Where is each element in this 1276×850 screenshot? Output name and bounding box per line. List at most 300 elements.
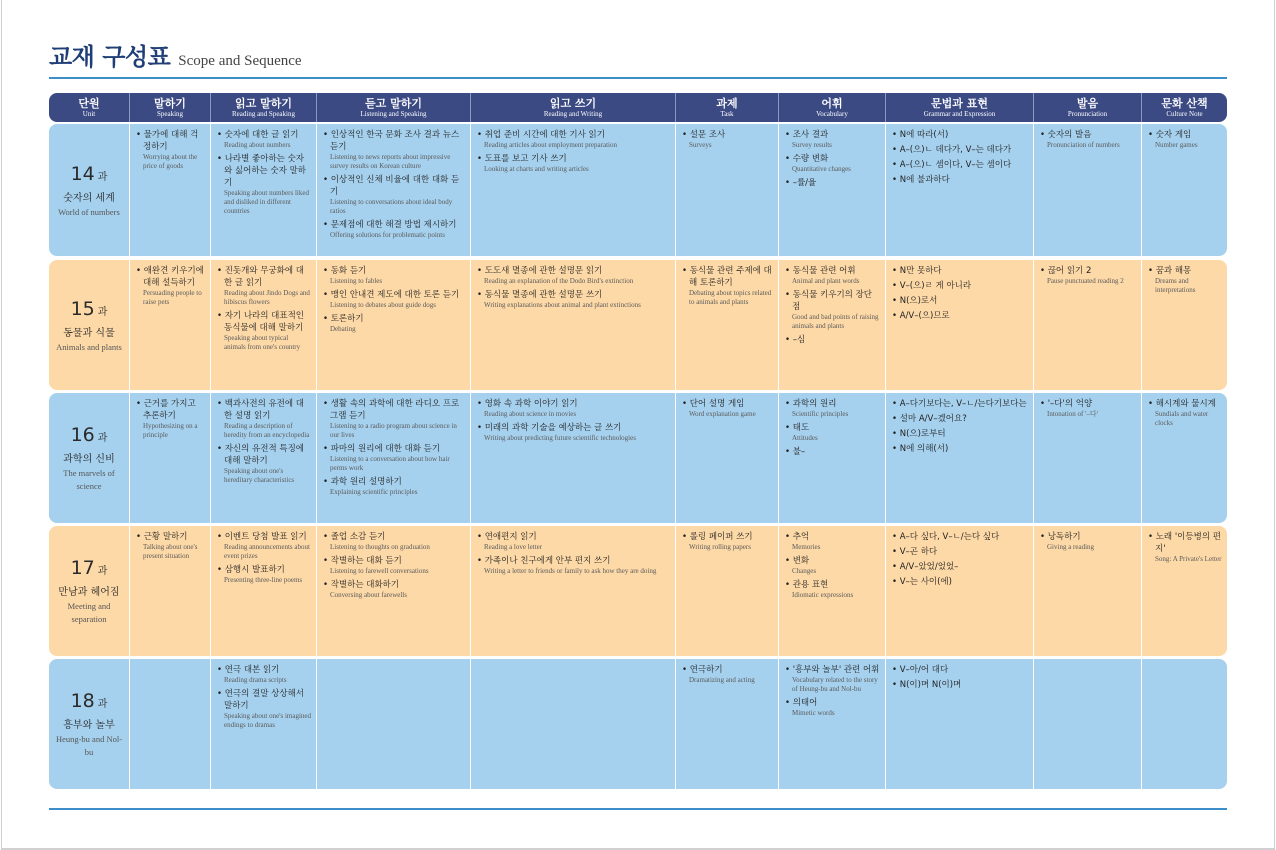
item-english: Hypothesizing on a principle	[143, 422, 198, 439]
list-item	[892, 174, 1028, 186]
cell-reading-speaking	[211, 393, 317, 523]
item-english: Good and bad points of raising animals and plants	[792, 313, 879, 330]
list-item	[477, 531, 670, 552]
item-korean: • A–(으)ㄴ 데다가, V–는 데다가	[892, 144, 1028, 156]
cell-vocabulary	[779, 659, 886, 789]
list-item	[217, 564, 311, 585]
list-item	[892, 159, 1028, 171]
list-item	[323, 219, 465, 240]
item-english: Listening to debates about guide dogs	[330, 301, 436, 309]
unit-row-18	[49, 659, 1227, 789]
item-english: Writing explanations about animal and plant extinctions	[484, 301, 641, 309]
item-korean: • 숫자 게임	[1148, 129, 1222, 141]
list-item	[682, 265, 773, 307]
item-english: Offering solutions for problematic points	[330, 231, 445, 239]
top-divider	[49, 77, 1227, 79]
unit-cell	[49, 526, 130, 656]
item-english: Reading articles about employment preparation	[484, 141, 617, 149]
item-english: Reading about science in movies	[484, 410, 577, 418]
list-item	[1040, 531, 1136, 552]
list-item	[323, 579, 465, 600]
item-english: Listening to news reports about impressive survey results on Korean culture	[330, 153, 451, 170]
list-item	[892, 265, 1028, 277]
item-english: Quantitative changes	[792, 165, 851, 173]
item-korean: • 파마의 원리에 대한 대화 듣기	[323, 443, 465, 455]
item-korean: • 졸업 소감 듣기	[323, 531, 465, 543]
list-item	[785, 422, 880, 443]
item-korean: • 수량 변화	[785, 153, 880, 165]
item-korean: • 생활 속의 과학에 대한 라디오 프로그램 듣기	[323, 398, 465, 422]
list-item	[892, 144, 1028, 156]
item-english: Speaking about one's imagined endings to dramas	[224, 712, 311, 729]
item-korean: • 설문 조사	[682, 129, 773, 141]
list-item	[892, 398, 1028, 410]
cell-task	[676, 260, 779, 390]
list-item	[682, 664, 773, 685]
list-item	[477, 422, 670, 443]
list-item	[785, 265, 880, 286]
item-english: Vocabulary related to the story of Heung-bu and Nol-bu	[792, 676, 878, 693]
list-item	[785, 555, 880, 576]
list-item	[323, 555, 465, 576]
header-task: 과제 Task	[676, 93, 779, 122]
item-english: Presenting three-line poems	[224, 576, 303, 584]
item-korean: • 관용 표현	[785, 579, 880, 591]
item-korean: • 조사 결과	[785, 129, 880, 141]
item-english: Persuading people to raise pets	[143, 289, 202, 306]
item-korean: • 연극 대본 읽기	[217, 664, 311, 676]
cell-reading-writing	[471, 260, 676, 390]
list-item	[136, 531, 205, 561]
cell-task	[676, 124, 779, 256]
list-item	[785, 446, 880, 458]
item-english: Debating about topics related to animals and plants	[689, 289, 772, 306]
item-korean: • 동화 듣기	[323, 265, 465, 277]
item-english: Sundials and water clocks	[1155, 410, 1209, 427]
item-korean: • 맹인 안내견 제도에 대한 토론 듣기	[323, 289, 465, 301]
list-item	[682, 531, 773, 552]
item-english: Writing a letter to friends or family to ask how they are doing	[484, 567, 657, 575]
unit-cell	[49, 393, 130, 523]
list-item	[323, 174, 465, 216]
item-english: Intonation of '–다'	[1047, 410, 1098, 418]
list-item	[892, 310, 1028, 322]
cell-grammar	[886, 393, 1034, 523]
cell-reading-writing	[471, 659, 676, 789]
item-english: Animal and plant words	[792, 277, 860, 285]
item-english: Reading announcements about event prizes	[224, 543, 310, 560]
cell-pronunciation	[1034, 526, 1142, 656]
list-item	[217, 398, 311, 440]
cell-speaking	[130, 124, 211, 256]
item-korean: • '흥부와 놀부' 관련 어휘	[785, 664, 880, 676]
cell-task	[676, 659, 779, 789]
list-item	[323, 398, 465, 440]
unit-title-korean: 숫자의 세계	[63, 192, 115, 204]
list-item	[892, 129, 1028, 141]
list-item	[682, 398, 773, 419]
item-english: Explaining scientific principles	[330, 488, 418, 496]
item-english: Listening to a conversation about how hair perms work	[330, 455, 450, 472]
list-item	[323, 129, 465, 171]
list-item	[785, 153, 880, 174]
item-english: Listening to thoughts on graduation	[330, 543, 430, 551]
item-korean: • N(으)로부터	[892, 428, 1028, 440]
item-korean: • 연극하기	[682, 664, 773, 676]
unit-title-korean: 과학의 신비	[63, 454, 115, 465]
list-item	[785, 664, 880, 694]
cell-reading-writing	[471, 393, 676, 523]
cell-grammar	[886, 124, 1034, 256]
item-korean: • 동식물 멸종에 관한 설명문 쓰기	[477, 289, 670, 301]
bottom-divider	[49, 808, 1227, 810]
list-item	[477, 153, 670, 174]
unit-title-korean: 흥부와 놀부	[63, 720, 115, 731]
cell-listening-speaking	[317, 260, 471, 390]
cell-reading-speaking	[211, 659, 317, 789]
unit-title-korean: 만남과 헤어짐	[58, 587, 120, 598]
cell-reading-speaking	[211, 124, 317, 256]
list-item	[892, 546, 1028, 558]
cell-grammar	[886, 260, 1034, 390]
item-korean: • 영화 속 과학 이야기 읽기	[477, 398, 670, 410]
list-item	[477, 289, 670, 310]
item-english: Listening to farewell conversations	[330, 567, 429, 575]
list-item	[1148, 265, 1222, 295]
item-english: Conversing about farewells	[330, 591, 407, 599]
item-korean: • 단어 설명 게임	[682, 398, 773, 410]
item-english: Reading an explanation of the Dodo Bird's extinction	[484, 277, 634, 285]
item-korean: • 이벤트 당첨 발표 읽기	[217, 531, 311, 543]
list-item	[217, 688, 311, 730]
list-item	[892, 443, 1028, 455]
list-item	[136, 129, 205, 171]
list-item	[1148, 398, 1222, 428]
cell-listening-speaking	[317, 124, 471, 256]
item-korean: • V–곤 하다	[892, 546, 1028, 558]
item-english: Giving a reading	[1047, 543, 1095, 551]
item-korean: • 연애편지 읽기	[477, 531, 670, 543]
item-korean: • A/V–(으)므로	[892, 310, 1028, 322]
unit-number: 15 과	[70, 297, 108, 320]
title-korean: 교재 구성표	[49, 43, 171, 71]
list-item	[785, 177, 880, 189]
cell-listening-speaking	[317, 526, 471, 656]
item-korean: • 숫자의 발음	[1040, 129, 1136, 141]
item-korean: • 추억	[785, 531, 880, 543]
page-title	[49, 37, 302, 72]
list-item	[892, 280, 1028, 292]
item-english: Listening to fables	[330, 277, 383, 285]
list-item	[136, 398, 205, 440]
item-korean: • V–(으)ㄹ 게 아니라	[892, 280, 1028, 292]
title-english: Scope and Sequence	[178, 53, 302, 69]
item-english: Number games	[1155, 141, 1198, 149]
list-item	[892, 295, 1028, 307]
item-korean: • 근거를 가지고 추론하기	[136, 398, 205, 422]
cell-reading-writing	[471, 526, 676, 656]
item-english: Word explanation game	[689, 410, 756, 418]
item-korean: • A–다 싶다, V–ㄴ/는다 싶다	[892, 531, 1028, 543]
item-korean: • A–다기보다는, V–ㄴ/는다기보다는	[892, 398, 1028, 410]
unit-title-english: Animals and plants	[56, 341, 122, 352]
item-korean: • A–(으)ㄴ 셈이다, V–는 셈이다	[892, 159, 1028, 171]
cell-task	[676, 393, 779, 523]
list-item	[1148, 531, 1222, 564]
item-korean: • 백과사전의 유전에 대한 설명 읽기	[217, 398, 311, 422]
unit-row-16	[49, 393, 1227, 523]
item-korean: • 도도새 멸종에 관한 설명문 읽기	[477, 265, 670, 277]
item-korean: • 취업 준비 시간에 대한 기사 읽기	[477, 129, 670, 141]
cell-speaking	[130, 260, 211, 390]
item-english: Worrying about the price of goods	[143, 153, 198, 170]
list-item	[892, 679, 1028, 691]
cell-listening-speaking	[317, 393, 471, 523]
item-korean: • N에 따라(서)	[892, 129, 1028, 141]
item-korean: • 롤링 페이퍼 쓰기	[682, 531, 773, 543]
item-korean: • 숫자에 대한 글 읽기	[217, 129, 311, 141]
item-english: Memories	[792, 543, 821, 551]
list-item	[477, 555, 670, 576]
item-korean: • N에 불과하다	[892, 174, 1028, 186]
list-item	[785, 129, 880, 150]
item-english: Attitudes	[792, 434, 818, 442]
item-korean: • 근황 말하기	[136, 531, 205, 543]
list-item	[217, 153, 311, 216]
list-item	[217, 531, 311, 561]
list-item	[323, 313, 465, 334]
list-item	[217, 129, 311, 150]
item-korean: • 끊어 읽기 2	[1040, 265, 1136, 277]
item-korean: • 인상적인 한국 문화 조사 결과 뉴스 듣기	[323, 129, 465, 153]
item-korean: • 자기 나라의 대표적인 동식물에 대해 말하기	[217, 310, 311, 334]
item-english: Looking at charts and writing articles	[484, 165, 589, 173]
list-item	[217, 265, 311, 307]
item-english: Dramatizing and acting	[689, 676, 755, 684]
cell-speaking	[130, 526, 211, 656]
list-item	[217, 664, 311, 685]
header-pronunciation: 발음 Pronunciation	[1034, 93, 1142, 122]
item-english: Pronunciation of numbers	[1047, 141, 1120, 149]
item-korean: • 태도	[785, 422, 880, 434]
item-korean: • 작별하는 대화 듣기	[323, 555, 465, 567]
item-english: Writing rolling papers	[689, 543, 751, 551]
cell-culture	[1142, 659, 1227, 789]
item-english: Reading a love letter	[484, 543, 543, 551]
item-english: Song: A Private's Letter	[1155, 555, 1222, 563]
cell-culture	[1142, 393, 1227, 523]
item-english: Listening to a radio program about science in our lives	[330, 422, 457, 439]
list-item	[217, 443, 311, 485]
item-korean: • 과학 원리 설명하기	[323, 476, 465, 488]
item-english: Scientific principles	[792, 410, 849, 418]
unit-number: 16 과	[70, 424, 108, 446]
unit-title-english: The marvels of science	[63, 468, 115, 491]
item-korean: • –심	[785, 334, 880, 346]
item-korean: • V–아/어 대다	[892, 664, 1028, 676]
item-korean: • N(이)며 N(이)며	[892, 679, 1028, 691]
unit-number: 18 과	[70, 690, 108, 712]
list-item	[892, 664, 1028, 676]
item-korean: • 삼행시 발표하기	[217, 564, 311, 576]
list-item	[785, 289, 880, 331]
unit-cell	[49, 260, 130, 390]
item-korean: • 도표를 보고 기사 쓰기	[477, 153, 670, 165]
item-english: Pause punctuated reading 2	[1047, 277, 1124, 285]
item-korean: • 자신의 유전적 특징에 대해 말하기	[217, 443, 311, 467]
item-english: Reading a description of heredity from an encyclopedia	[224, 422, 310, 439]
item-english: Changes	[792, 567, 817, 575]
header-speaking: 말하기 Speaking	[130, 93, 211, 122]
list-item	[785, 579, 880, 600]
item-korean: • 노래 '이등병의 편지'	[1148, 531, 1222, 555]
item-english: Writing about predicting future scientific technologies	[484, 434, 636, 442]
header-vocabulary: 어휘 Vocabulary	[779, 93, 886, 122]
item-korean: • 작별하는 대화하기	[323, 579, 465, 591]
item-english: Idiomatic expressions	[792, 591, 854, 599]
unit-cell	[49, 659, 130, 789]
item-korean: • 토론하기	[323, 313, 465, 325]
item-korean: • 낭독하기	[1040, 531, 1136, 543]
list-item	[323, 443, 465, 473]
item-korean: • 설마 A/V–겠어요?	[892, 413, 1028, 425]
item-korean: • N에 의해(서)	[892, 443, 1028, 455]
item-korean: • 연극의 결말 상상해서 말하기	[217, 688, 311, 712]
item-korean: • 과학의 원리	[785, 398, 880, 410]
item-english: Surveys	[689, 141, 712, 149]
cell-culture	[1142, 124, 1227, 256]
item-korean: • 꿈과 해몽	[1148, 265, 1222, 277]
unit-title-english: Meeting and separation	[67, 601, 111, 624]
header-reading-speaking: 읽고 말하기 Reading and Speaking	[211, 93, 317, 122]
header-culture: 문화 산책 Culture Note	[1161, 96, 1208, 118]
cell-pronunciation	[1034, 659, 1142, 789]
list-item	[1148, 129, 1222, 150]
item-english: Listening to conversations about ideal body ratios	[330, 198, 453, 215]
cell-pronunciation	[1034, 124, 1142, 256]
item-korean: • 변화	[785, 555, 880, 567]
cell-vocabulary	[779, 124, 886, 256]
cell-culture	[1142, 260, 1227, 390]
item-korean: • 동식물 키우기의 장단점	[785, 289, 880, 313]
list-item	[323, 265, 465, 286]
item-korean: • 동식물 관련 어휘	[785, 265, 880, 277]
list-item	[892, 428, 1028, 440]
item-korean: • 가족이나 친구에게 안부 편지 쓰기	[477, 555, 670, 567]
unit-row-14	[49, 124, 1227, 256]
cell-reading-writing	[471, 124, 676, 256]
item-english: Speaking about typical animals from one's country	[224, 334, 301, 351]
list-item	[682, 129, 773, 150]
item-korean: • 의태어	[785, 697, 880, 709]
list-item	[892, 561, 1028, 573]
list-item	[785, 398, 880, 419]
item-korean: • 불–	[785, 446, 880, 458]
cell-task	[676, 526, 779, 656]
list-item	[785, 697, 880, 718]
item-english: Speaking about numbers liked and disliked in different countries	[224, 189, 309, 215]
unit-title-korean: 동물과 식물	[63, 327, 115, 339]
list-item	[323, 531, 465, 552]
item-korean: • 이상적인 신체 비율에 대한 대화 듣기	[323, 174, 465, 198]
unit-title-english: World of numbers	[58, 206, 120, 217]
list-item	[1040, 129, 1136, 150]
cell-grammar	[886, 659, 1034, 789]
item-korean: • A/V–았었/었었–	[892, 561, 1028, 573]
cell-reading-speaking	[211, 526, 317, 656]
unit-number: 17 과	[70, 557, 108, 579]
list-item	[892, 531, 1028, 543]
cell-speaking	[130, 659, 211, 789]
item-korean: • 미래의 과학 기술을 예상하는 글 쓰기	[477, 422, 670, 434]
item-korean: • V–는 사이(에)	[892, 576, 1028, 588]
item-korean: • 해시계와 물시계	[1148, 398, 1222, 410]
list-item	[1040, 398, 1136, 419]
item-korean: • N(으)로서	[892, 295, 1028, 307]
item-english: Dreams and interpretations	[1155, 277, 1196, 294]
header-reading-writing: 읽고 쓰기 Reading and Writing	[471, 93, 676, 122]
unit-number: 14 과	[70, 162, 108, 185]
header-listening-speaking: 듣고 말하기 Listening and Speaking	[317, 93, 471, 122]
list-item	[477, 265, 670, 286]
item-english: Reading drama scripts	[224, 676, 287, 684]
list-item	[785, 531, 880, 552]
list-item	[785, 334, 880, 346]
cell-reading-speaking	[211, 260, 317, 390]
item-english: Talking about one's present situation	[143, 543, 198, 560]
list-item	[892, 413, 1028, 425]
item-korean: • 나라별 좋아하는 숫자와 싫어하는 숫자 말하기	[217, 153, 311, 189]
item-english: Debating	[330, 325, 356, 333]
item-korean: • 물가에 대해 걱정하기	[136, 129, 205, 153]
unit-cell	[49, 124, 130, 256]
list-item	[217, 310, 311, 352]
item-korean: • 문제점에 대한 해결 방법 제시하기	[323, 219, 465, 231]
item-english: Reading about Jindo Dogs and hibiscus flowers	[224, 289, 310, 306]
header-unit: 단원 Unit	[49, 93, 130, 122]
unit-row-17	[49, 526, 1227, 656]
item-english: Reading about numbers	[224, 141, 291, 149]
cell-pronunciation	[1034, 393, 1142, 523]
cell-culture	[1142, 526, 1227, 656]
item-korean: • 동식물 관련 주제에 대해 토론하기	[682, 265, 773, 289]
unit-row-15	[49, 260, 1227, 390]
cell-vocabulary	[779, 393, 886, 523]
list-item	[323, 289, 465, 310]
header-grammar: 문법과 표현 Grammar and Expression	[886, 93, 1034, 122]
list-item	[477, 398, 670, 419]
cell-grammar	[886, 526, 1034, 656]
item-korean: • 진돗개와 무궁화에 대한 글 읽기	[217, 265, 311, 289]
cell-pronunciation	[1034, 260, 1142, 390]
item-korean: • 애완견 키우기에 대해 설득하기	[136, 265, 205, 289]
cell-vocabulary	[779, 260, 886, 390]
table-header	[49, 93, 1227, 122]
item-english: Speaking about one's hereditary characteristics	[224, 467, 295, 484]
cell-speaking	[130, 393, 211, 523]
item-korean: • N만 못하다	[892, 265, 1028, 277]
cell-listening-speaking	[317, 659, 471, 789]
list-item	[892, 576, 1028, 588]
item-korean: • '–다'의 억양	[1040, 398, 1136, 410]
list-item	[477, 129, 670, 150]
item-english: Survey results	[792, 141, 832, 149]
list-item	[136, 265, 205, 307]
item-korean: • –률/율	[785, 177, 880, 189]
item-english: Mimetic words	[792, 709, 835, 717]
unit-title-english: Heung-bu and Nol-bu	[55, 734, 123, 757]
list-item	[323, 476, 465, 497]
